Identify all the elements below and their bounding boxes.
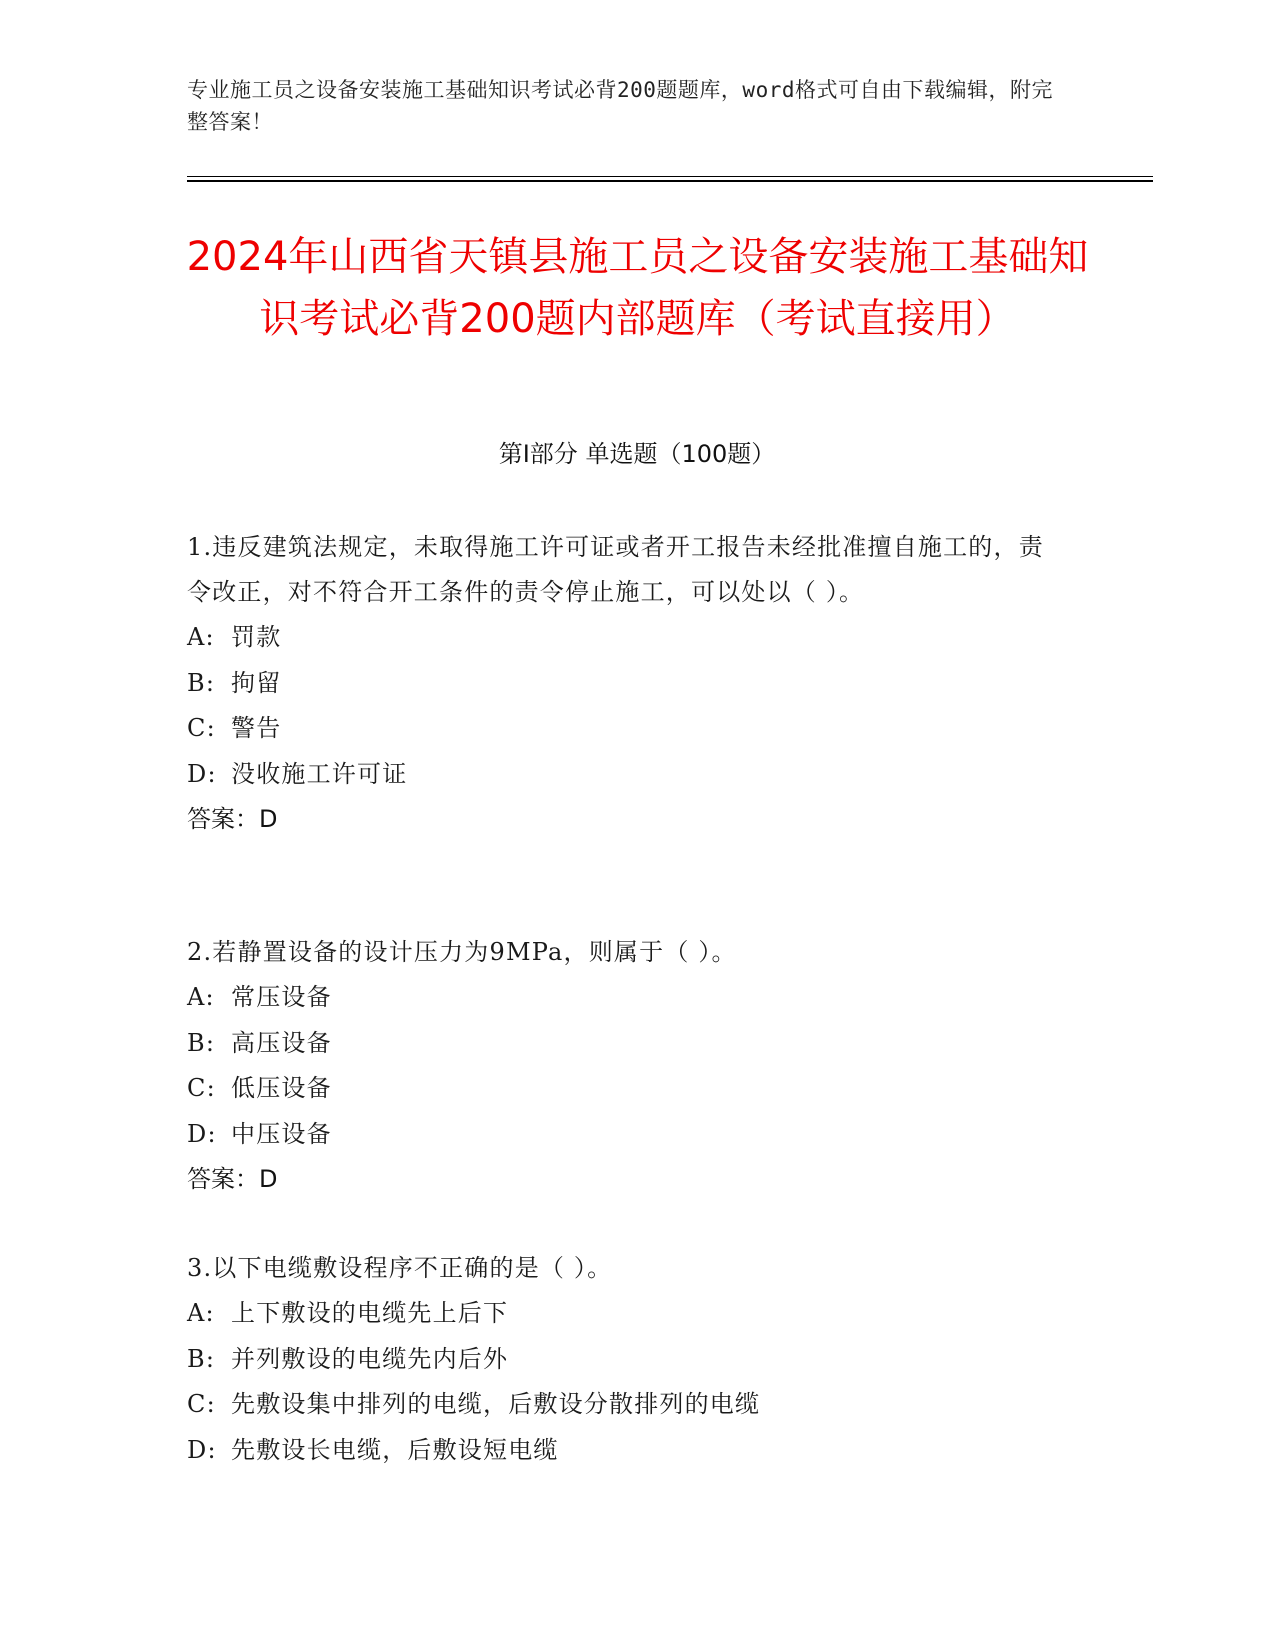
header-divider-thick <box>187 180 1153 182</box>
option-b <box>187 1021 1067 1067</box>
option-a <box>187 1291 1067 1337</box>
document-title: 2024年山西省天镇县施工员之设备安装施工基础知识考试必背200题内部题库（考试直接用） <box>186 234 1089 342</box>
answer-line: 答案：D <box>187 1165 278 1193</box>
question-stem: 1.违反建筑法规定，未取得施工许可证或者开工报告未经批准擅自施工的，责令改正，对不符合开工条件的责令停止施工，可以处以（ ）。 <box>187 533 1044 606</box>
option-text: 并列敷设的电缆先内后外 <box>231 1344 509 1373</box>
question-3 <box>187 1246 1067 1473</box>
option-letter: C: <box>187 1390 216 1418</box>
option-d <box>187 1112 1067 1158</box>
option-c <box>187 1382 1067 1428</box>
option-letter: D: <box>187 759 217 788</box>
option-d <box>187 1428 1067 1474</box>
option-letter: A: <box>187 623 215 651</box>
question-stem: 3.以下电缆敷设程序不正确的是（ ）。 <box>187 1254 613 1282</box>
answer-line: 答案：D <box>187 805 278 833</box>
header-note: 专业施工员之设备安装施工基础知识考试必背200题题库，word格式可自由下载编辑，附完整答案！ <box>187 78 1053 134</box>
option-a <box>187 975 1067 1021</box>
option-letter: A: <box>187 1299 215 1327</box>
question-1 <box>187 525 1067 842</box>
option-c <box>187 1066 1067 1112</box>
option-a <box>187 615 1067 661</box>
option-text: 先敷设长电缆，后敷设短电缆 <box>231 1435 559 1464</box>
option-text: 低压设备 <box>231 1074 332 1102</box>
option-text: 上下敷设的电缆先上后下 <box>231 1299 509 1327</box>
option-letter: C: <box>187 714 216 742</box>
option-text: 没收施工许可证 <box>231 759 408 788</box>
option-text: 高压设备 <box>231 1028 332 1057</box>
option-letter: B: <box>187 668 216 697</box>
option-letter: D: <box>187 1435 217 1464</box>
option-letter: B: <box>187 1344 216 1373</box>
option-text: 拘留 <box>231 668 282 697</box>
option-text: 警告 <box>231 714 282 742</box>
option-text: 常压设备 <box>231 983 332 1011</box>
option-letter: D: <box>187 1119 217 1148</box>
option-b <box>187 1337 1067 1383</box>
question-stem: 2.若静置设备的设计压力为9MPa，则属于（ ）。 <box>187 938 737 966</box>
section-title: 第I部分 单选题（100题） <box>498 440 776 468</box>
option-text: 先敷设集中排列的电缆，后敷设分散排列的电缆 <box>231 1390 761 1418</box>
option-text: 罚款 <box>231 623 282 651</box>
option-letter: C: <box>187 1074 216 1102</box>
option-letter: B: <box>187 1028 216 1057</box>
option-d <box>187 752 1067 798</box>
question-2 <box>187 930 1067 1202</box>
option-c <box>187 706 1067 752</box>
option-b <box>187 661 1067 707</box>
option-text: 中压设备 <box>231 1119 332 1148</box>
option-letter: A: <box>187 983 215 1011</box>
header-divider-thin <box>187 176 1153 177</box>
